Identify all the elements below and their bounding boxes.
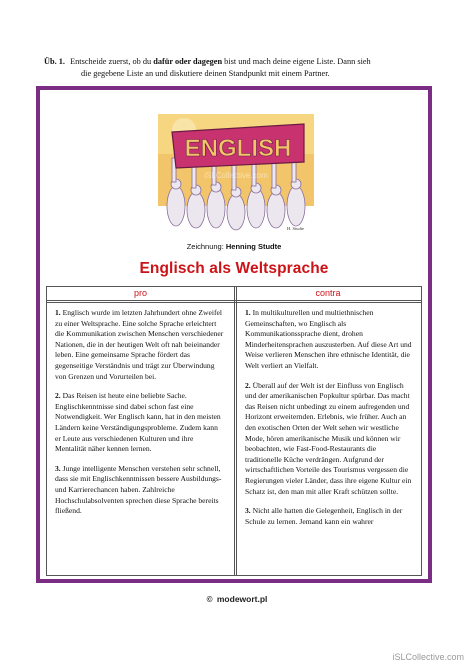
credit-author: Henning Studte xyxy=(225,242,282,251)
svg-text:ENGLISH: ENGLISH xyxy=(184,135,292,162)
pro-header: pro xyxy=(47,287,234,303)
pro-item: 3. Junge intelligente Menschen verstehen sehr schnell, dass sie mit Englischkenntnissen bessere Ausbildungs- und Karrierechancen haben. Zahlreiche Hochschulabsolventen sprechen diese Sprache bereits fließend. xyxy=(55,463,222,516)
svg-text:iSLCollective.com: iSLCollective.com xyxy=(204,171,268,180)
worksheet-title: Englisch als Weltsprache xyxy=(139,260,329,277)
cartoon-illustration xyxy=(154,110,318,236)
svg-text:H. Studte: H. Studte xyxy=(286,226,304,231)
contra-column xyxy=(245,308,413,575)
contra-item: 3. Nicht alle hatten die Gelegenheit, Englisch in der Schule zu lernen. Jemand kann ein wahrer xyxy=(245,506,403,526)
contra-item: 2. Überall auf der Welt ist der Einfluss von Englisch und der amerikanischen Popkultur spürbar. Das macht das Reisen nicht unbedingt zu einem aufregenden und Horizont erweiternden. Erlebnis, wie früher. Auch an den exotischen Orten der Welt sehen wir westliche Mode, hören amerikanische Musik und können wir beobachten, wie Fast-Food-Restaurants die traditionelle Küche verdrängen. Aufgrund der wirtschaftlichen Vorteile des Tourismus vergessen die Regierungen vieler Länder, dass ihre eigene Kultur ein Schatz ist, den man mit aller Kraft schützen sollte. xyxy=(245,380,412,496)
task-text-line2: die gegebene Liste an und diskutiere deinen Standpunkt mit einem Partner. xyxy=(81,69,330,78)
pro-item: 2. Das Reisen ist heute eine beliebte Sache. Englischkenntnisse sind dabei schon fast eine Notwendigkeit. Wer Englisch kann, hat in den meisten Ländern keine Verständigungsprobleme. Zudem kann er Leute aus verschiedenen Kulturen und ihre Mentalität näher kennen lernen. xyxy=(55,391,221,454)
footer-copyright xyxy=(0,594,474,604)
credit-label: Zeichnung: xyxy=(186,242,224,251)
illustration-credit xyxy=(40,242,428,251)
footer-site: modewort.pl xyxy=(216,594,268,604)
worksheet-frame xyxy=(36,86,432,583)
copyright-icon: © xyxy=(206,595,213,604)
task-number: Üb. 1. xyxy=(44,57,65,66)
contra-header: contra xyxy=(235,287,421,303)
watermark: iSLCollective.com xyxy=(392,652,464,662)
pro-contra-table xyxy=(46,286,422,576)
contra-item: 1. In multikulturellen und multiethnischen Gemeinschaften, wo Englisch als Kommunikationssprache dient, drohen Minderheitensprachen auszusterben. Auf diese Art und Weise verlieren Menschen ihre ethnische Identität, die Welt verliert an Vielfalt. xyxy=(245,308,412,370)
task-text-part2: bist und mach deine eigene Liste. Dann sieh xyxy=(224,57,371,66)
task-text-bold: dafür oder dagegen xyxy=(153,57,223,66)
pro-column xyxy=(55,308,225,575)
task-instruction xyxy=(44,56,430,80)
task-text-part1: Entscheide zuerst, ob du xyxy=(70,57,152,66)
pro-item: 1. Englisch wurde im letzten Jahrhundert ohne Zweifel zu einer Weltsprache. Eine solche Sprache erleichtert die Kommunikation zwischen Menschen verschiedener Nationen, die in der heutigen Welt oft nah beieinander leben. Eine gemeinsame Sprache fördert das gegenseitige Verständnis und trägt zur Überwindung von Grenzen und Vorurteilen bei. xyxy=(55,308,224,381)
column-divider xyxy=(234,287,237,575)
